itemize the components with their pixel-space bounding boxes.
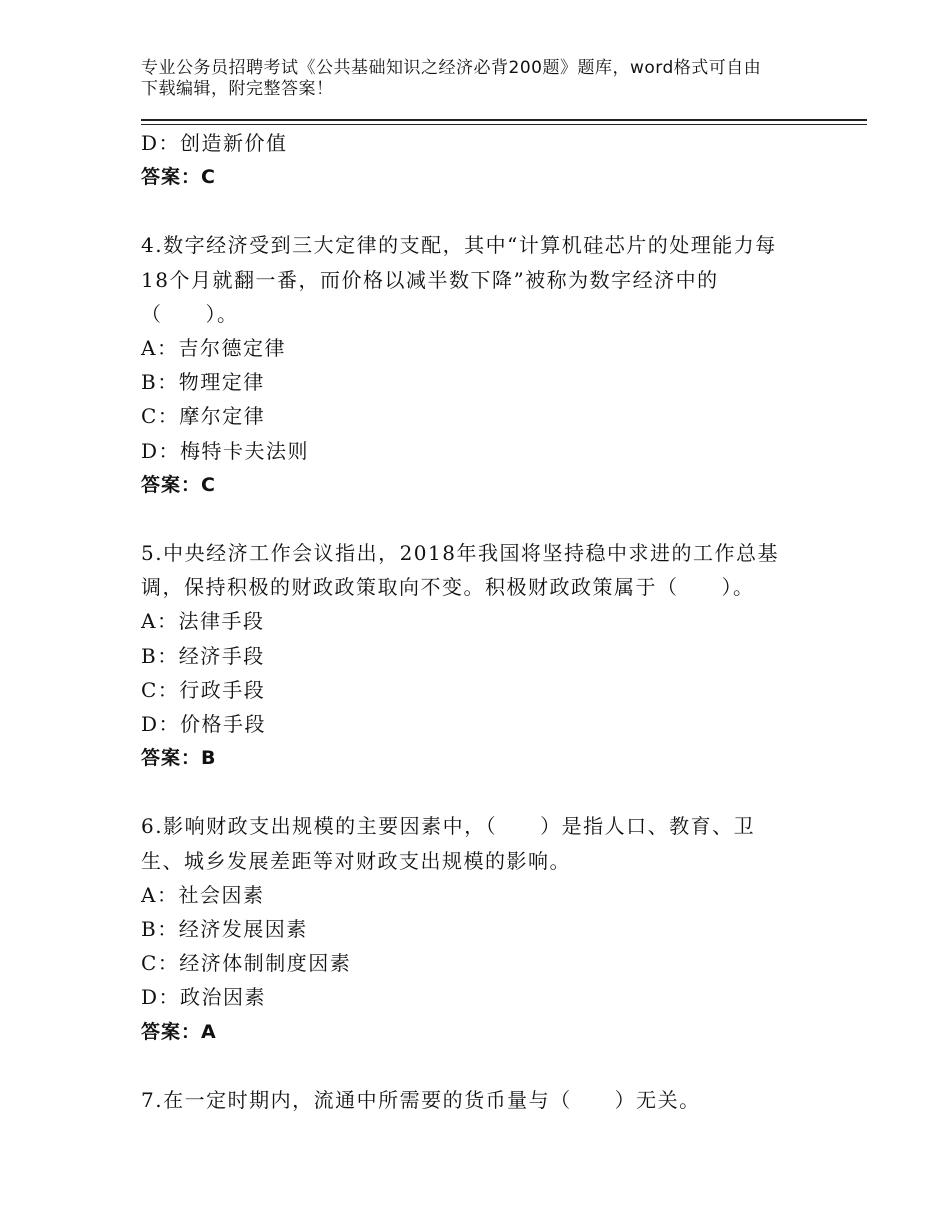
question-5-option-b: B：经济手段	[141, 643, 265, 668]
question-4-stem-line-2: 18个月就翻一番，而价格以减半数下降”被称为数字经济中的	[141, 267, 719, 292]
question-3-answer: 答案：C	[141, 166, 216, 189]
spacer	[141, 1049, 811, 1083]
question-4-option-c: C：摩尔定律	[141, 404, 266, 429]
document-header	[141, 58, 821, 100]
header-rule-thin	[141, 124, 867, 125]
question-5-option-a: A：法律手段	[141, 609, 265, 634]
question-4-option-b: B：物理定律	[141, 370, 265, 395]
question-6-option-d: D：政治因素	[141, 985, 267, 1010]
question-6-option-b: B：经济发展因素	[141, 917, 308, 942]
header-line-1: 专业公务员招聘考试《公共基础知识之经济必背200题》题库，word格式可自由	[141, 58, 762, 78]
question-6-option-c: C：经济体制制度因素	[141, 951, 352, 976]
question-4-answer: 答案：C	[141, 473, 216, 496]
question-6-stem-line-1: 6.影响财政支出规模的主要因素中，（ ）是指人口、教育、卫	[141, 814, 756, 839]
header-rule-thick	[141, 119, 867, 121]
question-6-option-a: A：社会因素	[141, 882, 265, 907]
question-4	[141, 228, 811, 502]
question-5-answer: 答案：B	[141, 747, 217, 770]
question-5-stem-line-1: 5.中央经济工作会议指出，2018年我国将坚持稳中求进的工作总基	[141, 541, 779, 566]
question-5-option-c: C：行政手段	[141, 677, 266, 702]
question-4-option-a: A：吉尔德定律	[141, 336, 286, 361]
question-3-option-d: D：创造新价值	[141, 131, 288, 155]
header-line-2: 下载编辑，附完整答案！	[141, 79, 334, 99]
question-5-stem-line-2: 调，保持积极的财政政策取向不变。积极财政政策属于（ ）。	[141, 575, 755, 600]
question-4-stem-line-3: （ ）。	[141, 301, 239, 326]
question-5	[141, 536, 811, 775]
question-3-tail	[141, 126, 811, 194]
question-5-option-d: D：价格手段	[141, 712, 267, 737]
question-7-stem-line-1: 7.在一定时期内，流通中所需要的货币量与（ ）无关。	[141, 1087, 701, 1112]
question-4-stem-line-1: 4.数字经济受到三大定律的支配，其中“计算机硅芯片的处理能力每	[141, 233, 777, 258]
spacer	[141, 775, 811, 809]
question-6	[141, 809, 811, 1048]
question-6-answer: 答案：A	[141, 1020, 217, 1043]
spacer	[141, 502, 811, 536]
spacer	[141, 194, 811, 228]
question-content	[141, 126, 811, 1117]
question-4-option-d: D：梅特卡夫法则	[141, 438, 310, 463]
question-7	[141, 1083, 811, 1117]
question-6-stem-line-2: 生、城乡发展差距等对财政支出规模的影响。	[141, 848, 571, 873]
